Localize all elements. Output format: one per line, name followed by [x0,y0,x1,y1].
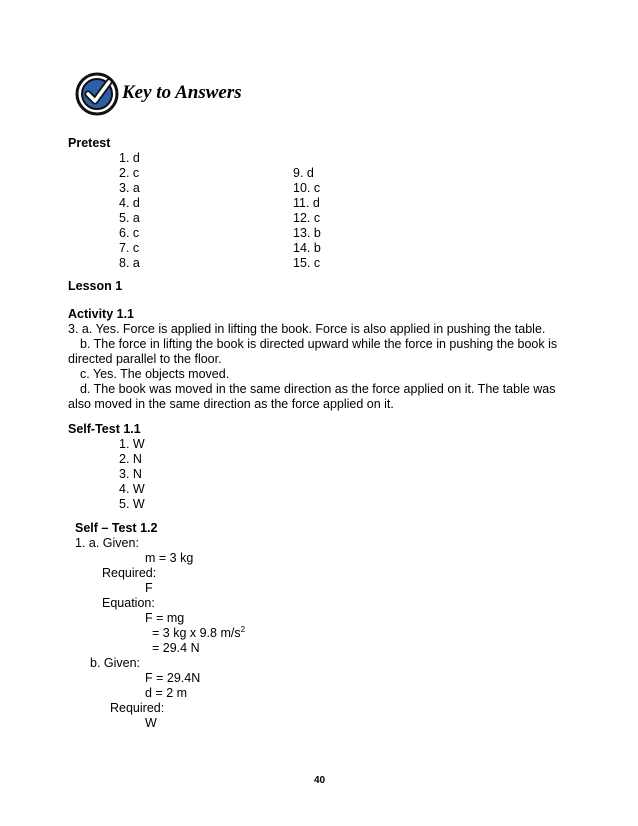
activity-answer-d-line1: d. The book was moved in the same direction as the force applied on it. The table was [80,382,556,396]
answer-item: 13. b [293,226,321,240]
activity-answer-c: c. Yes. The objects moved. [80,367,230,381]
answer-item: 10. c [293,181,321,195]
answer-item: 6. c [119,226,140,240]
answer-item: 2. N [119,452,142,466]
answer-item: 2. c [119,166,140,180]
question-1b-label: b. Given: [90,656,141,670]
page-title: Key to Answers [122,82,242,103]
activity-heading: Activity 1.1 [68,307,135,321]
equation-line-2: = 3 kg x 9.8 $m/s^2$ [152,624,246,640]
required-label-b: Required: [110,701,165,715]
answer-item: 15. c [293,256,321,270]
answer-item: 9. d [293,166,314,180]
activity-answer-b-line2: directed parallel to the floor. [68,352,222,366]
answer-item: 8. a [119,256,140,270]
answer-item: 14. b [293,241,321,255]
question-1a-label: 1. a. Given: [75,536,139,550]
answer-item: 1. d [119,151,140,165]
pretest-col1 [119,151,140,271]
answer-item: 12. c [293,211,321,225]
required-a: F [145,581,153,595]
answer-item: 4. W [119,482,145,496]
activity-answer-b-line1: b. The force in lifting the book is directed upward while the force in pushing the book is [80,337,558,351]
superscript: 2 [240,624,246,634]
selftest-1-1-heading: Self-Test 1.1 [68,422,141,436]
check-circle-icon [75,72,119,116]
given-b-line-1: F = 29.4N [145,671,201,685]
answer-item: 1. W [119,437,145,451]
page-number: 40 [314,775,326,786]
answer-item: 3. N [119,467,142,481]
required-b: W [145,716,157,730]
selftest-1-1-answers [119,437,145,512]
given-b-line-2: d = 2 m [145,686,188,700]
required-label-a: Required: [102,566,157,580]
pretest-col2 [293,166,321,271]
answer-item: 11. d [293,196,320,210]
answer-item: 3. a [119,181,140,195]
pretest-heading: Pretest [68,136,111,150]
answer-item: 7. c [119,241,140,255]
answer-item: 5. W [119,497,145,511]
activity-answer-a: 3. a. Yes. Force is applied in lifting the book. Force is also applied in pushing the table. [68,322,546,336]
equation-label: Equation: [102,596,155,610]
selftest-1-2-heading: Self – Test 1.2 [75,521,158,535]
answer-item: 4. d [119,196,140,210]
answer-item: 5. a [119,211,140,225]
equation-line-3: = 29.4 N [152,641,200,655]
equation-line-1: F = mg [145,611,185,625]
given-a: m = 3 kg [145,551,194,565]
activity-answer-d-line2: also moved in the same direction as the force applied on it. [68,397,394,411]
lesson-heading: Lesson 1 [68,279,123,293]
